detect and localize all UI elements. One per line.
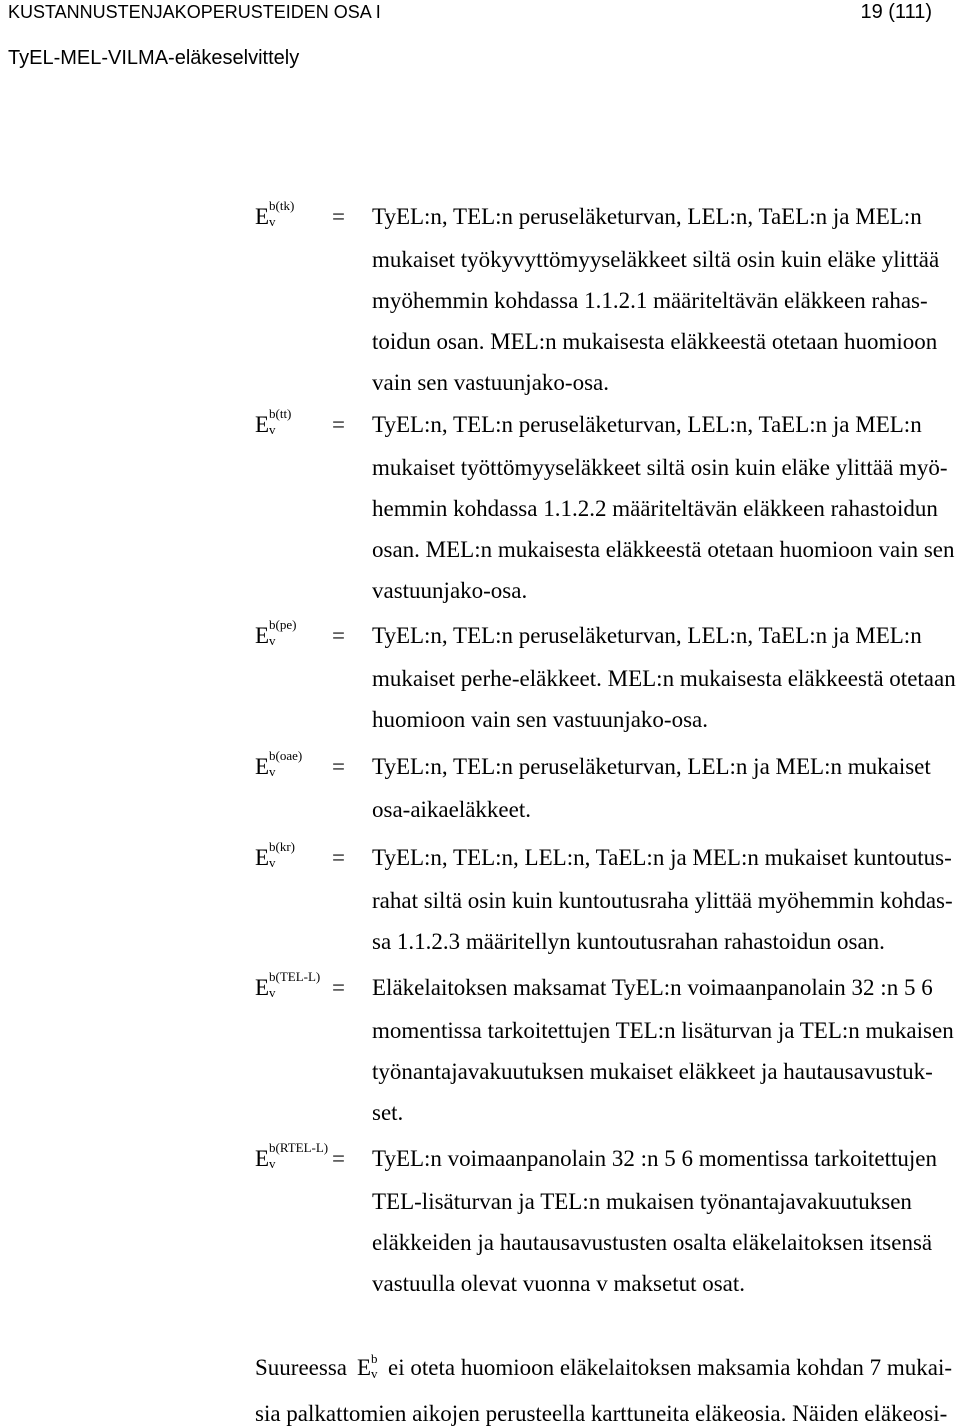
definition-line: työnantajavakuutuksen mukaiset eläkkeet ja hautausavustuk- [372,1058,933,1084]
symbol-subscript: v [269,213,276,229]
symbol-e-b-oae [255,746,303,787]
definition-text [372,1138,958,1304]
symbol-e-b-tel-l [255,967,321,1008]
symbol-subscript: v [269,632,276,648]
definition-line: TyEL:n, TEL:n, LEL:n, TaEL:n ja MEL:n mukaiset kuntoutus- [372,844,952,870]
definition-line: mukaiset perhe-eläkkeet. MEL:n mukaisesta eläkkeestä otetaan [372,665,956,691]
symbol-letter: E [255,1145,270,1171]
definition-text [372,967,958,1133]
symbol-superscript: b(TEL-L) [269,968,321,984]
page-number: 19 (111) [860,1,932,23]
definition-line: eläkkeiden ja hautausavustusten osalta eläkelaitoksen itsensä [372,1229,933,1255]
symbol-subscript: v [269,421,276,437]
definition-line: TyEL:n, TEL:n peruseläketurvan, LEL:n, TaEL:n ja MEL:n [372,622,922,648]
symbol-subscript: v [269,1155,276,1171]
definition-b-rtel-l [0,1138,960,1296]
definition-line: momentissa tarkoitettujen TEL:n lisäturvan ja TEL:n mukaisen [372,1017,954,1043]
definition-line: TyEL:n, TEL:n peruseläketurvan, LEL:n, TaEL:n ja MEL:n [372,203,922,229]
symbol-subscript: v [269,984,276,1000]
note-text: ei oteta huomioon eläkelaitoksen maksamia kohdan 7 mukai- [388,1355,953,1380]
definition-b-oae [0,746,960,822]
equals-sign: = [332,753,345,779]
equals-sign: = [332,622,345,648]
symbol-subscript: v [269,854,276,870]
definition-line: sa 1.1.2.3 määritellyn kuntoutusrahan rahastoidun osan. [372,928,885,954]
definition-text [372,615,958,740]
definition-line: TEL-lisäturvan ja TEL:n mukaisen työnantajavakuutuksen [372,1188,912,1214]
definition-text [372,746,958,830]
symbol-superscript: b(oae) [269,747,303,763]
definition-line: vastuulla olevat vuonna v maksetut osat. [372,1270,746,1296]
definition-text [372,196,958,403]
symbol-superscript: b(pe) [269,616,297,632]
header-title: KUSTANNUSTENJAKOPERUSTEIDEN OSA I [8,2,381,22]
definition-line: TyEL:n, TEL:n peruseläketurvan, LEL:n, TaEL:n ja MEL:n [372,411,922,437]
symbol-superscript: b(RTEL-L) [269,1139,329,1155]
symbol-letter: E [255,844,270,870]
definition-line: rahat siltä osin kuin kuntoutusraha ylittää myöhemmin kohdas- [372,887,953,913]
definition-line: set. [372,1099,404,1125]
equals-sign: = [332,411,345,437]
definition-line: mukaiset työttömyyseläkkeet siltä osin kuin eläke ylittää myö- [372,454,948,480]
definition-line: osa-aikaeläkkeet. [372,796,531,822]
symbol-superscript: b(tk) [269,197,295,213]
definition-text [372,837,958,962]
symbol-subscript: v [269,763,276,779]
symbol-superscript: b [370,1351,378,1366]
symbol-letter: E [255,411,270,437]
symbol-e-b-tt [255,404,292,445]
definition-line: huomioon vain sen vastuunjako-osa. [372,706,709,732]
definition-line: vain sen vastuunjako-osa. [372,369,609,395]
definition-b-tt [0,404,960,603]
symbol-e-b-tk [255,196,295,237]
definition-line: mukaiset työkyvyttömyyseläkkeet siltä osin kuin eläke ylittää [372,246,940,272]
header-subtitle: TyEL-MEL-VILMA-eläkeselvittely [8,47,300,69]
note-line [255,1351,960,1381]
symbol-superscript: b(tt) [269,405,292,421]
symbol-letter: E [356,1355,372,1380]
equals-sign: = [332,1145,345,1171]
definition-b-pe [0,615,960,732]
definition-line: TyEL:n voimaanpanolain 32 :n 5 6 momentissa tarkoitettujen [372,1145,937,1171]
symbol-letter: E [255,753,270,779]
symbol-e-b-pe [255,615,297,656]
definition-line: TyEL:n, TEL:n peruseläketurvan, LEL:n ja MEL:n mukaiset [372,753,931,779]
symbol-superscript: b(kr) [269,838,295,854]
note-line: sia palkattomien aikojen perusteella karttuneita eläkeosia. Näiden eläkeosi- [255,1401,948,1426]
symbol-e-b-rtel-l [255,1138,329,1179]
symbol-letter: E [255,622,270,648]
symbol-letter: E [255,974,270,1000]
symbol-subscript: v [370,1366,378,1381]
definition-b-kr [0,837,960,954]
note-lead-text: Suureessa [255,1355,347,1380]
definition-b-tk [0,196,960,395]
definition-text [372,404,958,611]
definition-line: Eläkelaitoksen maksamat TyEL:n voimaanpanolain 32 :n 5 6 [372,974,933,1000]
definition-line: myöhemmin kohdassa 1.1.2.1 määriteltävän eläkkeen rahas- [372,287,928,313]
symbol-letter: E [255,203,270,229]
symbol-e-b-kr [255,837,295,878]
equals-sign: = [332,844,345,870]
equals-sign: = [332,203,345,229]
definition-line: vastuunjako-osa. [372,577,528,603]
definition-line: toidun osan. MEL:n mukaisesta eläkkeestä otetaan huomioon [372,328,938,354]
definition-line: osan. MEL:n mukaisesta eläkkeestä otetaan huomioon vain sen [372,536,955,562]
equals-sign: = [332,974,345,1000]
definition-line: hemmin kohdassa 1.1.2.2 määriteltävän eläkkeen rahastoidun [372,495,938,521]
symbol-e-b [356,1351,388,1381]
definition-b-tel-l [0,967,960,1125]
